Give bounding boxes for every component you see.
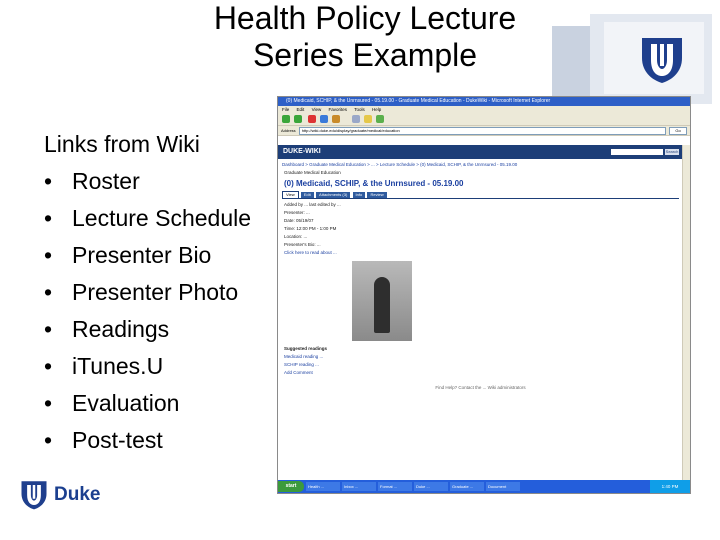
taskbar-item[interactable]: Format ... [378,482,412,491]
embedded-browser-screenshot [277,96,691,494]
wiki-footer: Find Help? Contact the ... Wiki administrators [435,385,526,390]
favorites-icon[interactable] [364,115,372,123]
breadcrumb[interactable]: Dashboard > Graduate Medical Education > ... > Lecture Schedule > (0) Medicaid, SCHIP, & the Unrnsured - 05.19.00 [282,162,518,167]
back-icon[interactable] [282,115,290,123]
list-item-roster: • Roster [44,163,284,200]
browser-menu-bar [278,106,690,113]
list-item-presenter-bio: • Presenter Bio [44,237,284,274]
address-bar [278,126,690,136]
readings-heading: Suggested readings [284,346,328,351]
menu-view[interactable]: View [311,107,322,112]
links-list [44,126,284,459]
menu-file[interactable]: File [282,107,290,112]
taskbar-item[interactable]: Health ... [306,482,340,491]
duke-logo [20,480,100,510]
presenter-bio-link[interactable]: Click here to read about ... [284,250,337,255]
windows-taskbar [278,480,690,493]
slide-title-line-1: Health Policy Lecture [213,0,517,36]
slide-title-line-2: Series Example [252,37,478,73]
browser-toolbar [278,113,690,126]
menu-edit[interactable]: Edit [296,107,305,112]
slide-title [150,0,580,74]
taskbar-item[interactable]: Inbox ... [342,482,376,491]
bullet-icon: • [44,279,53,305]
list-item-itunes-u: • iTunes.U [44,348,284,385]
menu-favorites[interactable]: Favorites [328,107,348,112]
stop-icon[interactable] [308,115,316,123]
refresh-icon[interactable] [320,115,328,123]
taskbar-item[interactable]: Document [486,482,520,491]
presenter-bio-line: Presenter's Bio: ... [284,242,321,247]
bullet-icon: • [44,390,53,416]
vertical-scrollbar[interactable] [682,145,690,480]
decorative-block [552,26,590,100]
time-line: Time: 12:00 PM - 1:00 PM [284,226,337,231]
duke-shield-icon [20,480,48,510]
tab-view[interactable]: View [282,191,299,198]
address-input[interactable]: http://wiki.duke.edu/display/graduate/medical/education [299,127,666,135]
menu-help[interactable]: Help [371,107,382,112]
list-item-presenter-photo: • Presenter Photo [44,274,284,311]
add-comment-link[interactable]: Add Comment [284,370,313,375]
search-icon[interactable] [352,115,360,123]
start-button[interactable]: start [278,481,304,492]
taskbar-item[interactable]: Duke ... [414,482,448,491]
menu-tools[interactable]: Tools [354,107,365,112]
presenter-photo [352,261,412,341]
wiki-brand[interactable]: DUKE-WIKI [283,148,321,155]
list-item-lecture-schedule: • Lecture Schedule [44,200,284,237]
list-item-readings: • Readings [44,311,284,348]
list-heading: Links from Wiki [44,131,200,157]
tab-review[interactable]: Review [367,192,386,198]
bullet-icon: • [44,427,53,453]
wiki-header [278,145,683,159]
page-tabs [282,191,679,199]
bullet-icon: • [44,316,53,342]
bullet-icon: • [44,205,53,231]
date-line: Date: 05/19/07 [284,218,314,223]
duke-logo-text: Duke [54,484,101,505]
location-line: Location: ... [284,234,308,239]
wiki-search-input[interactable] [611,149,663,155]
bullet-icon: • [44,242,53,268]
browser-title-bar: (0) Medicaid, SCHIP, & the Unrnsured - 05.19.00 - Graduate Medical Education - DukeWiki - Microsoft Internet Explorer [278,97,690,106]
person-figure [374,277,390,333]
page-title: (0) Medicaid, SCHIP, & the Unrnsured - 05.19.00 [284,179,464,188]
home-icon[interactable] [332,115,340,123]
system-tray-clock: 1:40 PM [650,480,690,493]
address-label: Address [281,128,296,133]
tab-attachments[interactable]: Attachments (3) [316,192,350,198]
duke-shield-icon [640,36,684,84]
list-item-evaluation: • Evaluation [44,385,284,422]
reading-link[interactable]: Medicaid reading ... [284,354,324,359]
history-icon[interactable] [376,115,384,123]
reading-link[interactable]: SCHIP reading ... [284,362,319,367]
go-button[interactable]: Go [669,127,687,135]
wiki-search-button[interactable]: Search [665,149,679,154]
space-name: Graduate Medical Education [284,170,341,175]
page-meta: Added by ... last edited by ... [284,202,341,207]
bullet-icon: • [44,168,53,194]
tab-edit[interactable]: Edit [301,192,314,198]
list-item-post-test: • Post-test [44,422,284,459]
bullet-icon: • [44,353,53,379]
tab-info[interactable]: Info [353,192,366,198]
presenter-line: Presenter: ... [284,210,310,215]
wiki-page [278,145,683,480]
forward-icon[interactable] [294,115,302,123]
taskbar-item[interactable]: Graduate ... [450,482,484,491]
